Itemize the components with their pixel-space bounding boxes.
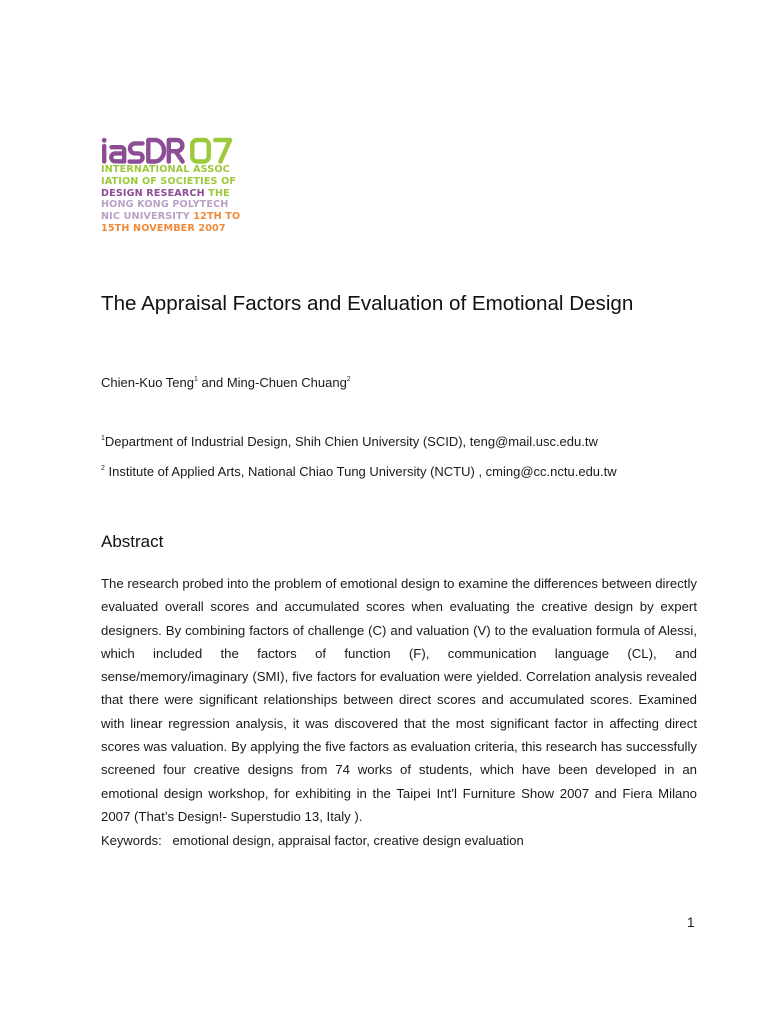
logo-line-segment: 15TH NOVEMBER 2007 xyxy=(101,222,226,234)
affiliation-mark: 1 xyxy=(101,435,105,442)
logo-line-segment: DESIGN RESEARCH xyxy=(101,187,205,199)
affiliation-mark: 1 xyxy=(194,376,198,383)
abstract-body: The research probed into the problem of emotional design to examine the differences between directly evaluated overall scores and accumulated scores when evaluating the creative design by expert designers. By combining factors of challenge (C) and valuation (V) to the evaluation formula of Alessi, which included the factors of function (F), communication language (CL), and sense/memory/imaginary (SMI), five factors for evaluation were yielded. Correlation analysis revealed that there were significant relationships between direct scores and accumulated scores. Examined with linear regression analysis, it was discovered that the most significant factor in affecting direct scores was valuation. By applying the five factors as evaluation criteria, this research has successfully screened four creative designs from 74 works of students, which have been developed in an emotional design workshop, for exhibiting in the Taipei Int’l Furniture Show 2007 and Fiera Milano 2007 (That’s Design!- Superstudio 13, Italy ). xyxy=(101,576,697,824)
paper-title: The Appraisal Factors and Evaluation of Emotional Design xyxy=(101,292,634,315)
logo-line xyxy=(101,164,257,176)
logo-line-segment: INTERNATIONAL ASSOC xyxy=(101,164,230,175)
affiliation-text: Institute of Applied Arts, National Chiao Tung University (NCTU) , cming@cc.nctu.edu.tw xyxy=(104,464,617,479)
affiliation-mark: 2 xyxy=(101,465,105,472)
logo-line-segment: 12TH TO xyxy=(193,211,241,223)
page-number: 1 xyxy=(687,915,695,930)
logo-line-segment: NIC UNIVERSITY xyxy=(101,211,194,223)
logo-line-segment: THE xyxy=(204,187,230,199)
author-name: Ming-Chuen Chuang xyxy=(226,375,347,390)
logo-line xyxy=(101,176,257,188)
logo-line xyxy=(101,188,257,200)
author-line xyxy=(101,375,351,390)
keywords-label: Keywords: xyxy=(101,833,162,848)
affiliation-line xyxy=(101,464,617,479)
iasdr07-logo xyxy=(101,136,257,235)
author-separator: and xyxy=(197,375,227,390)
logo-line xyxy=(101,211,257,223)
logo-line xyxy=(101,199,257,211)
affiliation-line xyxy=(101,434,598,449)
logo-i-dot xyxy=(102,138,107,143)
iasdr07-wordmark xyxy=(101,136,257,164)
keywords-line xyxy=(101,833,524,848)
affiliation-text: Department of Industrial Design, Shih Chien University (SCID), teng@mail.usc.edu.tw xyxy=(104,434,598,449)
affiliation-mark: 2 xyxy=(346,376,351,383)
author-name: Chien-Kuo Teng xyxy=(101,375,194,390)
logo-line-segment: HONG KONG POLYTECH xyxy=(101,199,229,211)
logo-text-block xyxy=(101,164,257,235)
keywords-text: emotional design, appraisal factor, creative design evaluation xyxy=(172,833,524,848)
logo-line-segment: IATION OF SOCIETIES OF xyxy=(101,175,237,187)
abstract-heading: Abstract xyxy=(101,532,164,551)
logo-line xyxy=(101,223,257,235)
